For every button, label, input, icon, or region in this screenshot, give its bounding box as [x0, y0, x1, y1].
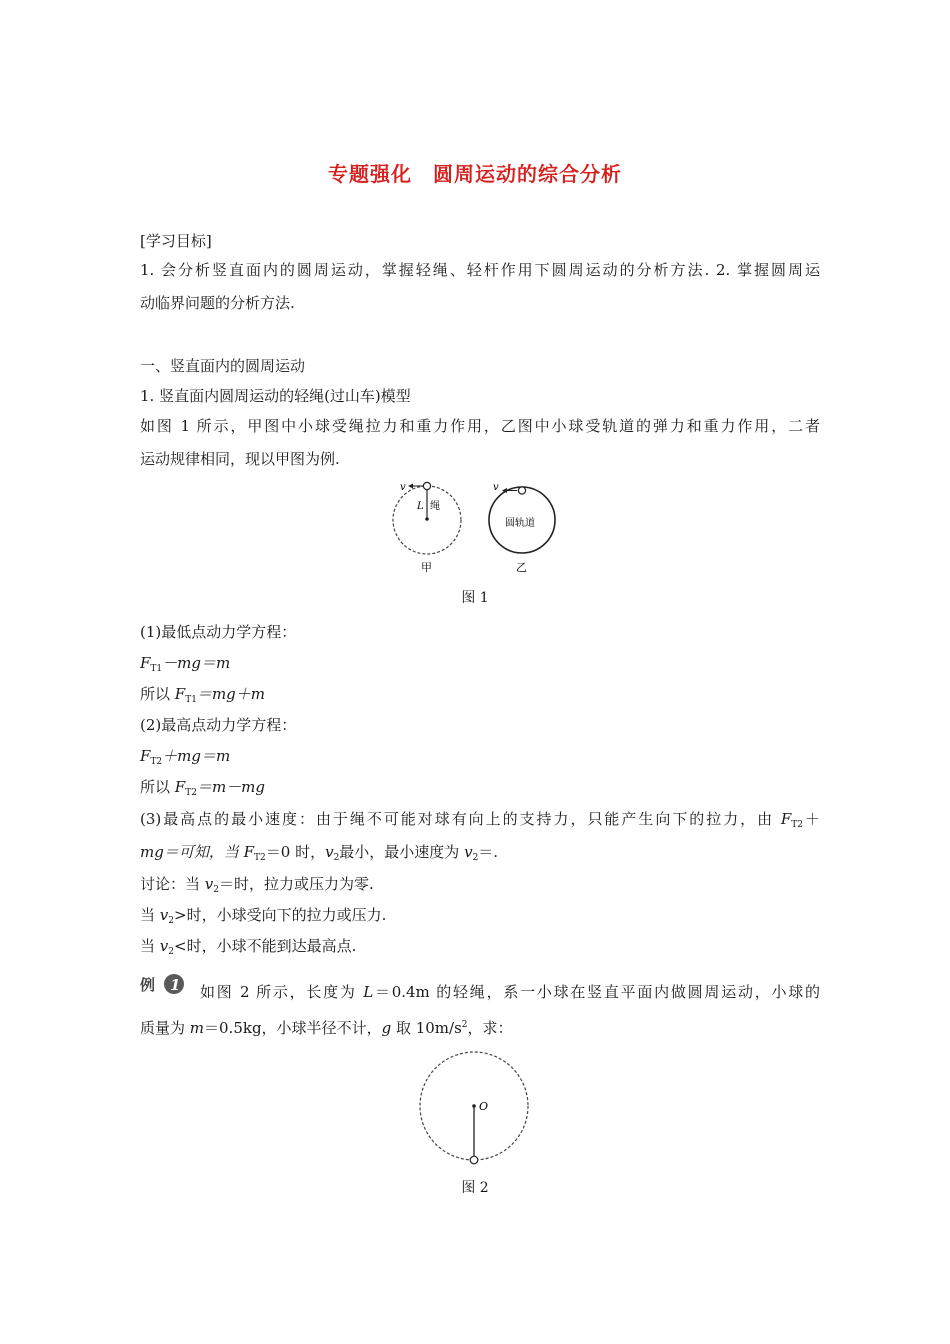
equation-1b: 所以 $F_{T1}=mg+m$: [140, 685, 265, 705]
equation-1a: $F_{T1}-mg=m$: [140, 654, 231, 674]
analysis-point-3-line-2: mg＝可知，当 $F_{T2}=0$ 时，$v_2$最小，最小速度为 $v_2=$.: [140, 843, 499, 863]
rope-center-dot: [425, 517, 429, 521]
figure-2-caption: 图 2: [461, 1180, 489, 1196]
discussion-1: 讨论：当 $v_2=$时，拉力或压力为零.: [140, 875, 374, 895]
rope-label: 绳: [430, 501, 440, 512]
equation-2a: $F_{T2}+mg=m$: [140, 747, 231, 767]
goals-line-1: 1. 会分析竖直面内的圆周运动，掌握轻绳、轻杆作用下圆周运动的分析方法. 2. 掌握圆周运: [140, 261, 820, 279]
velocity-arrow-head: [408, 484, 413, 489]
discussion-2: 当 $v_2>$时，小球受向下的拉力或压力.: [140, 906, 387, 926]
track-label: 圆轨道: [505, 518, 535, 529]
figure-2: [410, 1045, 540, 1170]
example-number: 1: [170, 976, 181, 994]
section-heading: 一、竖直面内的圆周运动: [140, 357, 306, 375]
figure-1-left-label: 甲: [421, 561, 432, 574]
subsection-heading: 1. 竖直面内圆周运动的轻绳(过山车)模型: [140, 387, 411, 405]
intro-paragraph-line-2: 运动规律相同，现以甲图为例.: [140, 450, 340, 468]
example-badge-text: 例: [140, 976, 156, 994]
goals-heading: [学习目标]: [140, 232, 212, 250]
figure-1-caption: 图 1: [461, 590, 489, 606]
ball-icon: [423, 482, 430, 489]
discussion-3: 当 $v_2<$时，小球不能到达最高点.: [140, 937, 357, 957]
velocity-label-left: v: [400, 482, 406, 493]
ball-icon-track: [518, 487, 525, 494]
example-line-2: 质量为 m＝0.5kg，小球半径不计，g 取 $10m/s^2$，求：: [140, 1019, 513, 1037]
analysis-point-2: (2)最高点动力学方程：: [140, 716, 297, 734]
velocity-label-right: v: [493, 482, 499, 493]
center-dot: [472, 1104, 476, 1108]
length-label: L: [417, 501, 424, 512]
figure-1-right-label: 乙: [516, 561, 527, 574]
analysis-point-1: (1)最低点动力学方程：: [140, 623, 297, 641]
intro-paragraph-line-1: 如图 1 所示，甲图中小球受绳拉力和重力作用，乙图中小球受轨道的弹力和重力作用，二者: [140, 417, 820, 435]
ball-icon-fig2: [470, 1156, 478, 1164]
center-label: O: [479, 1100, 489, 1113]
analysis-point-3-line-1: (3)最高点的最小速度：由于绳不可能对球有向上的支持力，只能产生向下的拉力，由 $F_{T2}+$: [140, 810, 820, 830]
example-badge: [140, 973, 190, 995]
goals-line-2: 动临界问题的分析方法.: [140, 294, 295, 312]
equation-2b: 所以 $F_{T2}=m-mg$: [140, 778, 265, 798]
page-title: 专题强化 圆周运动的综合分析: [328, 162, 622, 186]
example-line-1: 如图 2 所示，长度为 L＝0.4m 的轻绳，系一小球在竖直平面内做圆周运动，小球的: [200, 983, 820, 1001]
figure-1: [380, 476, 580, 578]
